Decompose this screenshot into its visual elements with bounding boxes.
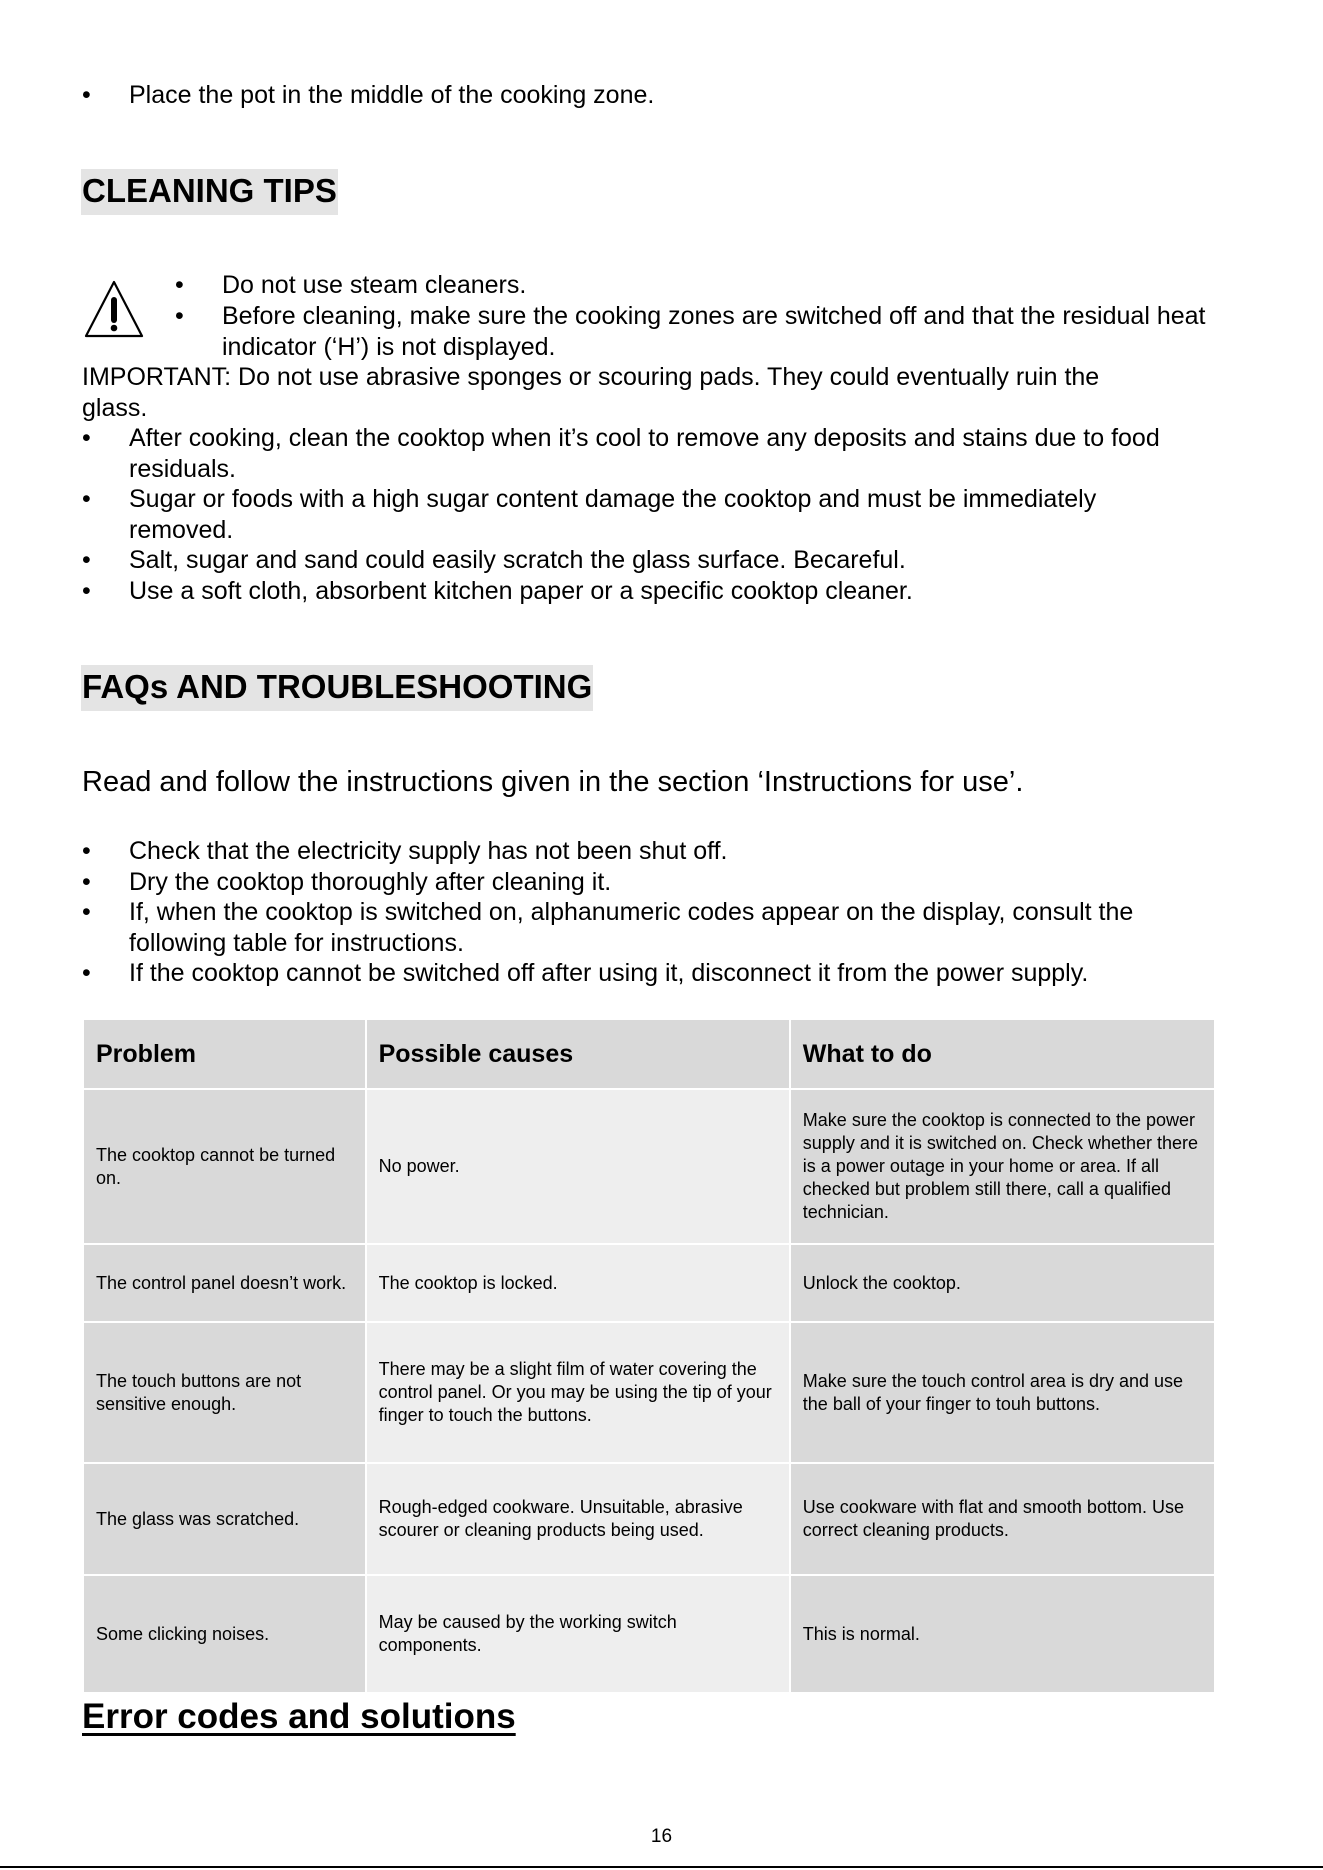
problem-cell: Some clicking noises. <box>83 1575 366 1693</box>
cleaning-bullet-text: Salt, sugar and sand could easily scratch the glass surface. Becareful. <box>129 546 906 574</box>
faq-bullet-text: If, when the cooktop is switched on, alphanumeric codes appear on the display, consult the following table for instructions. <box>129 898 1134 957</box>
bullet-symbol: • <box>82 959 91 987</box>
bullet-symbol: • <box>82 546 91 574</box>
faq-intro: Read and follow the instructions given in the section ‘Instructions for use’. <box>82 766 1024 798</box>
problem-cell: The glass was scratched. <box>83 1463 366 1575</box>
header-possible-causes: Possible causes <box>366 1019 790 1089</box>
faq-heading: FAQs AND TROUBLESHOOTING <box>81 665 593 711</box>
cleaning-bullet-text: Sugar or foods with a high sugar content damage the cooktop and must be immediately removed. <box>129 485 1097 544</box>
page-number: 16 <box>650 1826 673 1847</box>
bullet-symbol: • <box>82 898 91 926</box>
page-bottom-border <box>0 1866 1323 1868</box>
table-header-row <box>83 1019 1215 1089</box>
bullet-symbol: • <box>82 424 91 452</box>
action-cell: This is normal. <box>790 1575 1215 1693</box>
bullet-symbol: • <box>82 577 91 605</box>
table-row <box>83 1575 1215 1693</box>
bullet-symbol: • <box>175 271 184 299</box>
cleaning-tips-heading: CLEANING TIPS <box>81 169 338 215</box>
header-what-to-do: What to do <box>790 1019 1215 1089</box>
problem-cell: The touch buttons are not sensitive enough. <box>83 1322 366 1463</box>
action-cell: Make sure the touch control area is dry and use the ball of your finger to touh buttons. <box>790 1322 1215 1463</box>
problem-cell: The cooktop cannot be turned on. <box>83 1089 366 1244</box>
table-row <box>83 1089 1215 1244</box>
bullet-symbol: • <box>82 837 91 865</box>
table-row <box>83 1244 1215 1322</box>
cause-cell: No power. <box>366 1089 790 1244</box>
bullet-symbol: • <box>175 302 184 330</box>
intro-bullet-text: Place the pot in the middle of the cooking zone. <box>129 81 655 109</box>
warning-bullet-text: Do not use steam cleaners. <box>222 271 527 299</box>
important-note-line1: IMPORTANT: Do not use abrasive sponges or scouring pads. They could eventually ruin the <box>82 363 1100 391</box>
cause-cell: Rough-edged cookware. Unsuitable, abrasive scourer or cleaning products being used. <box>366 1463 790 1575</box>
faq-bullet-text: If the cooktop cannot be switched off after using it, disconnect it from the power supply. <box>129 959 1089 987</box>
error-codes-heading: Error codes and solutions <box>82 1697 516 1736</box>
table-row <box>83 1322 1215 1463</box>
cause-cell: The cooktop is locked. <box>366 1244 790 1322</box>
cleaning-bullet-text: Use a soft cloth, absorbent kitchen paper or a specific cooktop cleaner. <box>129 577 913 605</box>
cause-cell: May be caused by the working switch components. <box>366 1575 790 1693</box>
table-row <box>83 1463 1215 1575</box>
important-note-line2: glass. <box>82 394 148 422</box>
header-problem: Problem <box>83 1019 366 1089</box>
warning-bullet-text: Before cleaning, make sure the cooking zones are switched off and that the residual heat indicator (‘H’) is not displayed. <box>222 302 1206 361</box>
troubleshooting-table <box>82 1018 1216 1694</box>
cleaning-bullet-text: After cooking, clean the cooktop when it’s cool to remove any deposits and stains due to food residuals. <box>129 424 1160 483</box>
action-cell: Unlock the cooktop. <box>790 1244 1215 1322</box>
faq-bullet-text: Dry the cooktop thoroughly after cleaning it. <box>129 868 612 896</box>
faq-bullet-text: Check that the electricity supply has not been shut off. <box>129 837 728 865</box>
bullet-symbol: • <box>82 81 91 109</box>
warning-triangle-icon <box>82 278 146 342</box>
action-cell: Make sure the cooktop is connected to the power supply and it is switched on. Check whether there is a power outage in your home or area. If all checked but problem still there, call a qualified technician. <box>790 1089 1215 1244</box>
action-cell: Use cookware with flat and smooth bottom. Use correct cleaning products. <box>790 1463 1215 1575</box>
bullet-symbol: • <box>82 868 91 896</box>
bullet-symbol: • <box>82 485 91 513</box>
problem-cell: The control panel doesn’t work. <box>83 1244 366 1322</box>
cause-cell: There may be a slight film of water covering the control panel. Or you may be using the tip of your finger to touch the buttons. <box>366 1322 790 1463</box>
